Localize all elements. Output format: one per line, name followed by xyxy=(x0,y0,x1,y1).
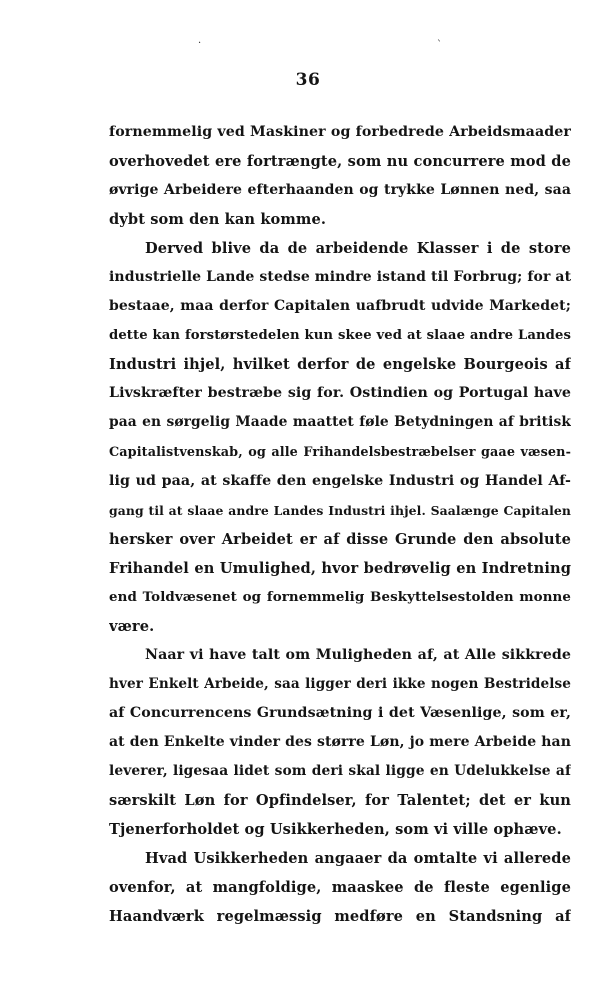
text-line: dybt som den kan komme. xyxy=(109,211,327,229)
text-line: øvrige Arbeidere efterhaanden og trykke Lønnen ned, saa xyxy=(109,182,571,199)
print-speck: · xyxy=(198,38,202,49)
text-line: Haandværk regelmæssig medføre en Standsning af xyxy=(109,908,571,926)
text-line: være. xyxy=(109,617,155,635)
text-line: gang til at slaae andre Landes Industri ihjel. Saalænge Capitalen xyxy=(109,502,571,518)
page-number: 36 xyxy=(295,70,321,90)
text-line: Capitalistvenskab, og alle Frihandelsbestræbelser gaae væsen- xyxy=(109,444,571,460)
text-line: leverer, ligesaa lidet som deri skal ligge en Udelukkelse af xyxy=(109,763,571,780)
text-line: paa en sørgelig Maade maattet føle Betydningen af britisk xyxy=(109,414,571,431)
text-line: hersker over Arbeidet er af disse Grunde den absolute xyxy=(109,530,571,548)
text-line: hver Enkelt Arbeide, saa ligger deri ikke nogen Bestridelse xyxy=(109,675,571,692)
text-line: bestaae, maa derfor Capitalen uafbrudt udvide Markedet; xyxy=(109,298,571,315)
print-tick: ` xyxy=(437,40,442,51)
text-line: særskilt Løn for Opfindelser, for Talentet; det er kun xyxy=(109,792,571,810)
text-line: Livskræfter bestræbe sig for. Ostindien og Portugal have xyxy=(109,385,571,402)
text-line: end Toldvæsenet og fornemmelig Beskyttelsestolden monne xyxy=(109,588,571,605)
text-line: lig ud paa, at skaffe den engelske Industri og Handel Af- xyxy=(109,472,571,489)
text-line: af Concurrencens Grundsætning i det Væsenlige, som er, xyxy=(109,704,571,721)
text-line: overhovedet ere fortrængte, som nu concurrere mod de xyxy=(109,153,571,171)
body-text xyxy=(109,118,571,931)
text-line: dette kan forstørstedelen kun skee ved at slaae andre Landes xyxy=(109,328,571,344)
text-line: industrielle Lande stedse mindre istand til Forbrug; for at xyxy=(109,269,571,286)
text-line: Tjenerforholdet og Usikkerheden, som vi ville ophæve. xyxy=(109,821,562,839)
text-line: Frihandel en Umulighed, hvor bedrøvelig en Indretning xyxy=(109,559,571,577)
text-line: Industri ihjel, hvilket derfor de engelske Bourgeois af xyxy=(109,356,571,374)
text-line: ovenfor, at mangfoldige, maaskee de fleste egenlige xyxy=(109,879,571,897)
text-line: at den Enkelte vinder des større Løn, jo mere Arbeide han xyxy=(109,733,571,750)
text-line: Naar vi have talt om Muligheden af, at Alle sikkrede xyxy=(145,646,571,663)
text-line: Hvad Usikkerheden angaaer da omtalte vi allerede xyxy=(145,850,571,868)
text-line: fornemmelig ved Maskiner og forbedrede Arbeidsmaader xyxy=(109,124,571,140)
text-line: Derved blive da de arbeidende Klasser i de store xyxy=(145,240,571,258)
